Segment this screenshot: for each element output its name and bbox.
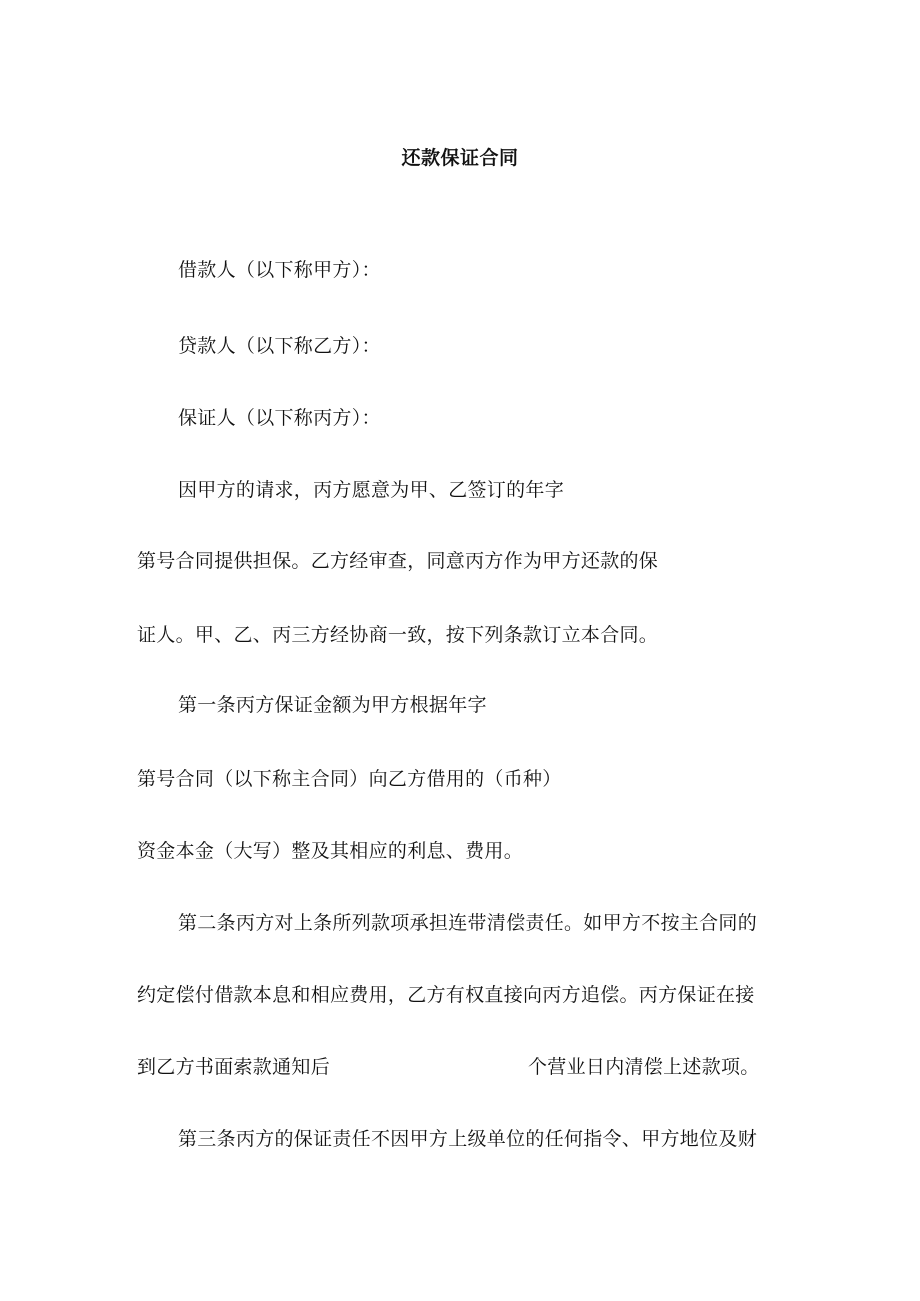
lender-line: 贷款人（以下称乙方）： — [178, 335, 381, 357]
article-2-line: 约定偿付借款本息和相应费用，乙方有权直接向丙方追偿。丙方保证在接 — [137, 984, 755, 1006]
article-1-line: 第一条丙方保证金额为甲方根据年字 — [178, 694, 487, 716]
paragraph-line: 第号合同提供担保。乙方经审查，同意丙方作为甲方还款的保 — [137, 550, 659, 572]
article-1-line: 资金本金（大写）整及其相应的利息、费用。 — [137, 840, 524, 862]
paragraph-line: 证人。甲、乙、丙三方经协商一致，按下列条款订立本合同。 — [137, 624, 659, 646]
article-2-line: 到乙方书面索款通知后 — [137, 1056, 331, 1078]
guarantor-line: 保证人（以下称丙方）： — [178, 407, 381, 429]
article-3-line: 第三条丙方的保证责任不因甲方上级单位的任何指令、甲方地位及财 — [178, 1128, 758, 1150]
borrower-line: 借款人（以下称甲方）： — [178, 259, 381, 281]
paragraph-line: 因甲方的请求，丙方愿意为甲、乙签订的年字 — [178, 479, 565, 501]
article-2-line: 个营业日内清偿上述款项。 — [528, 1056, 760, 1078]
article-1-line: 第号合同（以下称主合同）向乙方借用的（币种） — [137, 768, 562, 790]
document-title: 还款保证合同 — [401, 147, 519, 169]
article-2-line: 第二条丙方对上条所列款项承担连带清偿责任。如甲方不按主合同的 — [178, 912, 758, 934]
